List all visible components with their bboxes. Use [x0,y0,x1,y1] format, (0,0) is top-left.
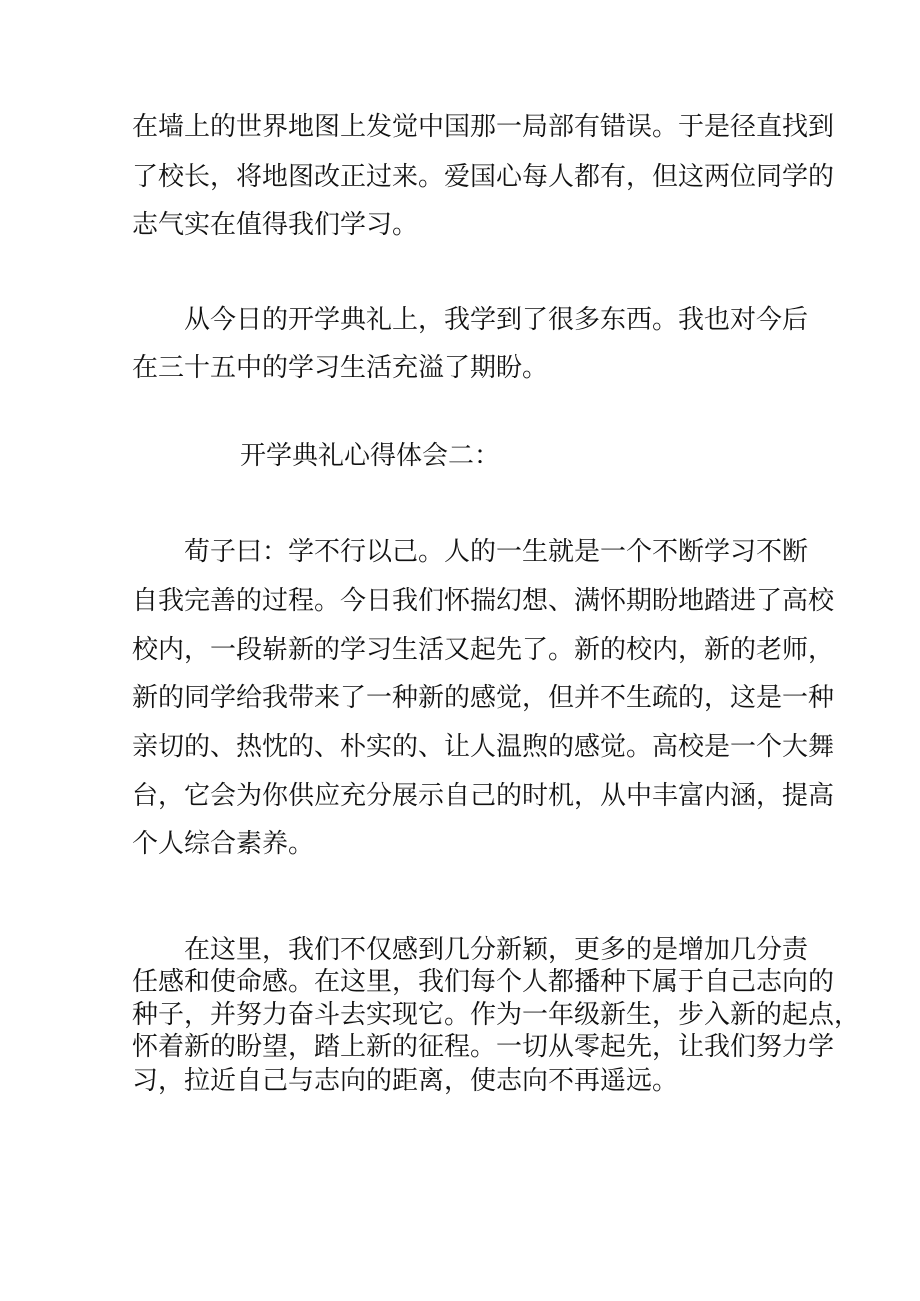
text-line: 习，拉近自己与志向的距离，使志向不再遥远。 [132,1066,679,1096]
text-line: 台，它会为你供应充分展示自己的时机，从中丰富内涵，提高 [132,781,835,811]
paragraph-start-line: 在这里，我们不仅感到几分新颖，更多的是增加几分责 [184,935,809,965]
section-heading: 开学典礼心得体会二： [240,441,501,471]
text-line: 亲切的、热忱的、朴实的、让人温煦的感觉。高校是一个大舞 [132,732,835,762]
text-line: 种子，并努力奋斗去实现它。作为一年级新生，步入新的起点， [132,1000,861,1030]
text-line: 新的同学给我带来了一种新的感觉，但并不生疏的，这是一种 [132,683,835,713]
paragraph-start-line: 荀子曰：学不行以己。人的一生就是一个不断学习不断 [184,537,809,567]
text-line: 怀着新的盼望，踏上新的征程。一切从零起先，让我们努力学 [132,1032,835,1062]
text-line: 个人综合素养。 [132,829,315,859]
text-line: 校内，一段崭新的学习生活又起先了。新的校内，新的老师， [132,635,835,665]
text-line: 志气实在值得我们学习。 [132,210,419,240]
paragraph-start-line: 从今日的开学典礼上，我学到了很多东西。我也对今后 [184,305,809,335]
text-line: 在墙上的世界地图上发觉中国那一局部有错误。于是径直找到 [132,112,835,142]
text-line: 自我完善的过程。今日我们怀揣幻想、满怀期盼地踏进了高校 [132,586,835,616]
text-line: 在三十五中的学习生活充溢了期盼。 [132,353,549,383]
text-line: 了校长，将地图改正过来。爱国心每人都有，但这两位同学的 [132,162,835,192]
text-line: 任感和使命感。在这里，我们每个人都播种下属于自己志向的 [132,967,835,997]
